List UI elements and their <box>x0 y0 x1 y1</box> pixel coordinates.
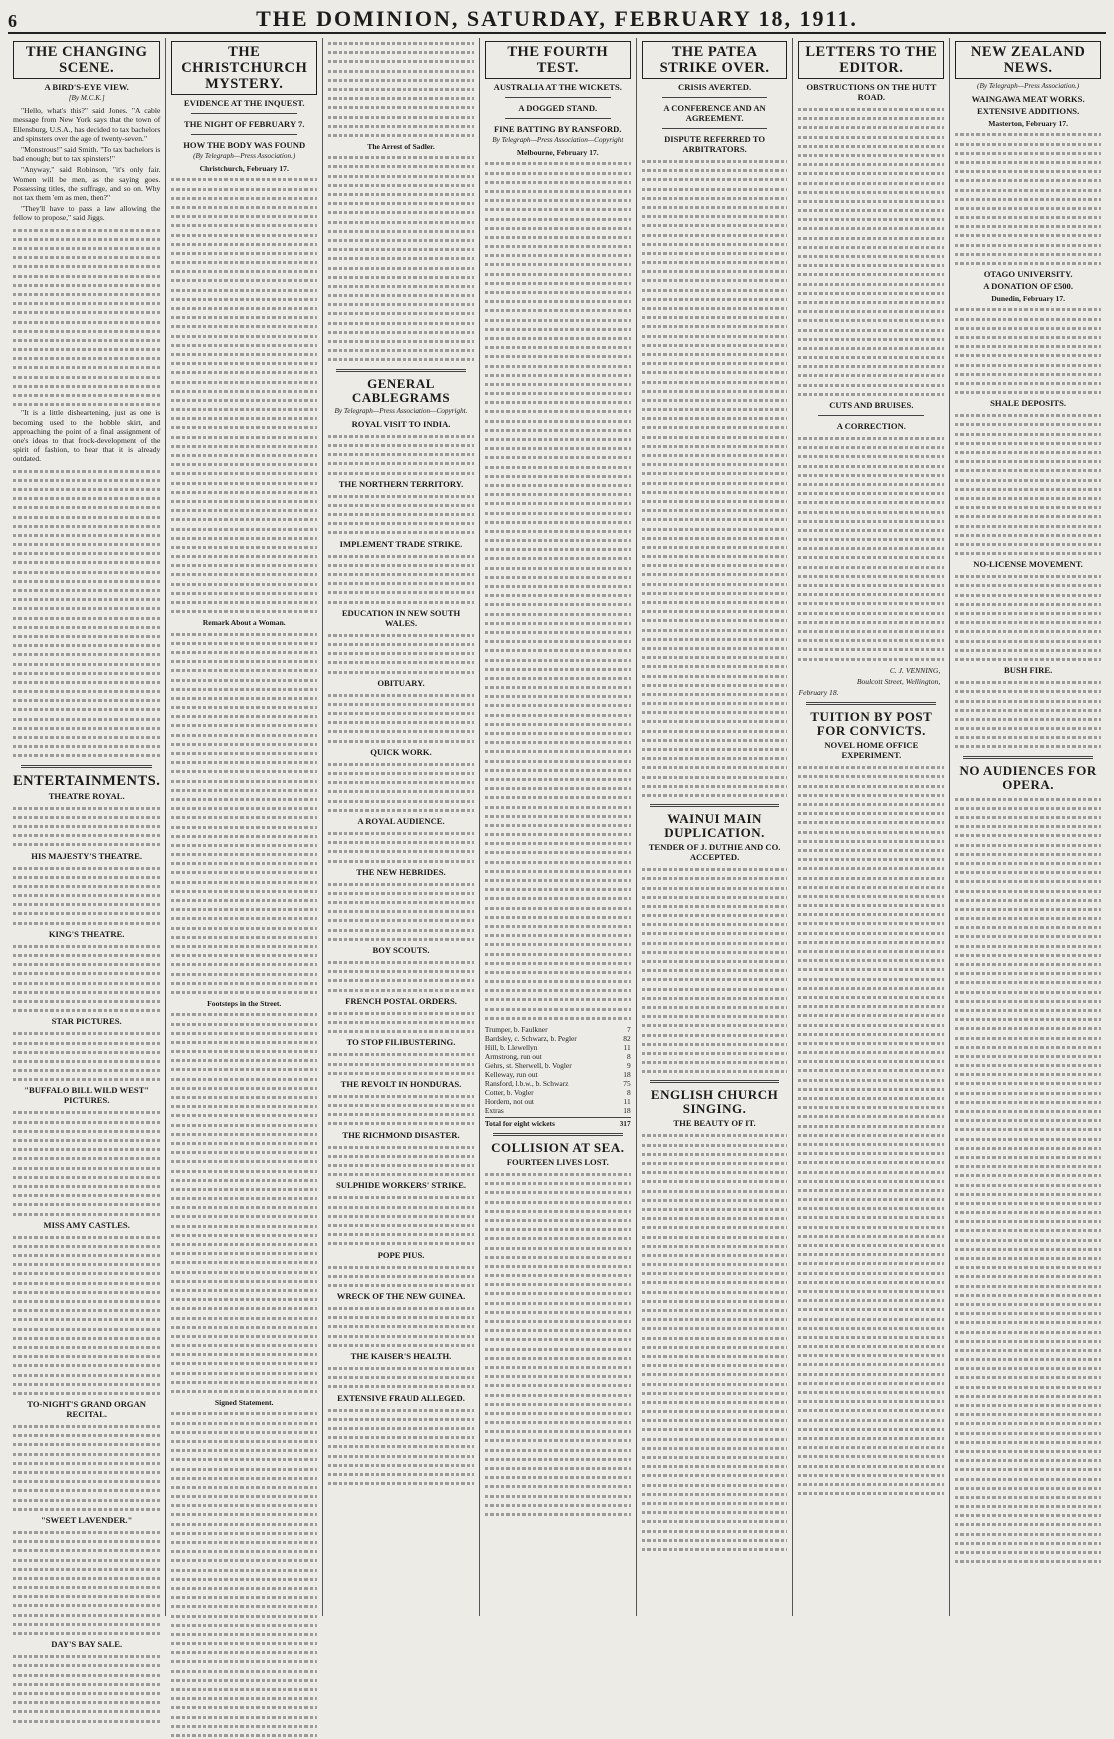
section-heading: COLLISION AT SEA. <box>491 1140 625 1156</box>
paragraph: "They'll have to pass a law allowing the fellow to propose," said Jiggs. <box>13 204 161 223</box>
column-7 <box>950 38 1106 1616</box>
entertainments-heading: ENTERTAINMENTS. <box>13 772 161 789</box>
article-heading: A BIRD'S-EYE VIEW. <box>44 82 129 92</box>
dateline: Melbourne, February 17. <box>516 148 599 158</box>
subheading: HOW THE BODY WAS FOUND <box>183 140 306 150</box>
subheading: CUTS AND BRUISES. <box>829 400 914 410</box>
subheading: FOURTEEN LIVES LOST. <box>506 1157 609 1168</box>
subheading: THE RICHMOND DISASTER. <box>342 1129 460 1140</box>
score-total: Total for eight wickets 317 <box>484 1119 631 1129</box>
subheading: OBITUARY. <box>377 677 425 688</box>
paragraph: "It is a little disheartening, just as one is becoming used to the hobble skirt, and approaching the point of a final assignment of one's ideas to that frock-development of the spirit of fashion, to hear that it is already outdated. <box>13 408 161 464</box>
subheading: AUSTRALIA AT THE WICKETS. <box>493 82 622 92</box>
subheading: THE NIGHT OF FEBRUARY 7. <box>184 119 305 129</box>
subheading: THE NORTHERN TERRITORY. <box>338 478 464 489</box>
subheading: WAINGAWA MEAT WORKS. <box>971 94 1085 105</box>
subheading: The Arrest of Sadler. <box>367 142 435 152</box>
score-row: Gehrs, st. Sherwell, b. Vogler 9 <box>484 1061 631 1071</box>
letter-signature: C. J. VENNING, <box>889 665 941 675</box>
subheading: Signed Statement. <box>214 1398 274 1408</box>
subheading: "SWEET LAVENDER." <box>40 1514 133 1525</box>
subheading: THE BEAUTY OF IT. <box>673 1118 756 1129</box>
subheading: ROYAL VISIT TO INDIA. <box>351 418 451 429</box>
score-row: Ransford, l.b.w., b. Schwarz 75 <box>484 1079 631 1089</box>
subheading: EDUCATION IN NEW SOUTH WALES. <box>341 607 461 628</box>
column-4 <box>480 38 637 1616</box>
subheading: A ROYAL AUDIENCE. <box>357 815 445 826</box>
column-6 <box>793 38 950 1616</box>
dateline: Dunedin, February 17. <box>991 294 1066 304</box>
dateline: Christchurch, February 17. <box>199 164 289 174</box>
section-heading: LETTERS TO THE EDITOR. <box>798 41 944 79</box>
subheading: EXTENSIVE ADDITIONS. <box>977 106 1080 117</box>
dateline: Masterton, February 17. <box>988 119 1068 129</box>
column-2 <box>166 38 323 1616</box>
subheading: EXTENSIVE FRAUD ALLEGED. <box>337 1392 465 1403</box>
subheading: THEATRE ROYAL. <box>48 790 125 801</box>
subheading: FRENCH POSTAL ORDERS. <box>345 995 457 1006</box>
subheading: Remark About a Woman. <box>202 618 286 628</box>
section-heading: WAINUI MAIN DUPLICATION. <box>664 811 765 841</box>
subheading: A DONATION OF £500. <box>983 281 1073 292</box>
subheading: BUSH FIRE. <box>1004 665 1053 676</box>
section-heading: ENGLISH CHURCH SINGING. <box>650 1087 779 1117</box>
section-heading: NO AUDIENCES FOR OPERA. <box>959 762 1097 792</box>
column-3 <box>323 38 480 1616</box>
score-row: Trumper, b. Faulkner 7 <box>484 1025 631 1035</box>
subheading: THE REVOLT IN HONDURAS. <box>340 1078 462 1089</box>
subheading: A DOGGED STAND. <box>518 103 598 113</box>
letter-date: February 18. <box>798 688 839 698</box>
section-heading: THE CHANGING SCENE. <box>13 41 160 79</box>
subheading: TO STOP FILIBUSTERING. <box>346 1037 456 1048</box>
section-heading: TUITION BY POST FOR CONVICTS. <box>810 709 933 739</box>
subheading: POPE PIUS. <box>377 1249 425 1260</box>
score-row: Extras 18 <box>484 1106 631 1116</box>
columns <box>8 38 1106 1650</box>
column-5 <box>637 38 794 1616</box>
score-row: Cotter, b. Vogler 8 <box>484 1088 631 1098</box>
subheading: OTAGO UNIVERSITY. <box>983 269 1073 280</box>
byline: [By M.C.K.] <box>68 94 105 102</box>
subheading: A CORRECTION. <box>836 421 906 431</box>
score-row: Kelleway, run out 18 <box>484 1070 631 1080</box>
subheading: CRISIS AVERTED. <box>678 82 752 92</box>
subheading: KING'S THEATRE. <box>48 928 125 939</box>
subheading: WRECK OF THE NEW GUINEA. <box>336 1291 466 1302</box>
subheading: THE KAISER'S HEALTH. <box>350 1351 452 1362</box>
subheading: HIS MAJESTY'S THEATRE. <box>31 850 143 861</box>
subheading: "BUFFALO BILL WILD WEST" PICTURES. <box>24 1085 150 1106</box>
subheading: BOY SCOUTS. <box>372 945 430 956</box>
subheading: EVIDENCE AT THE INQUEST. <box>183 98 305 108</box>
credit-line: By Telegraph—Press Association—Copyright. <box>334 406 468 415</box>
subheading: STAR PICTURES. <box>51 1016 122 1027</box>
section-heading: THE CHRISTCHURCH MYSTERY. <box>171 41 317 95</box>
paragraph: "Anyway," said Robinson, "it's only fair. Women will be men, as the saying goes. Possessing titles, the suffrage, and so on. Why not tax them 'em as men, then?" <box>13 165 161 203</box>
section-heading: NEW ZEALAND NEWS. <box>955 41 1101 79</box>
subheading: TO-NIGHT'S GRAND ORGAN RECITAL. <box>27 1399 147 1420</box>
paragraph: "Monstrous!" said Smith. "To tax bachelors is bad enough; but to tax spinsters!" <box>13 145 161 164</box>
subheading: IMPLEMENT TRADE STRIKE. <box>339 538 463 549</box>
subheading: Footsteps in the Street. <box>207 999 282 1009</box>
scoreboard <box>485 1025 631 1128</box>
masthead <box>8 6 1106 34</box>
score-row: Bardsley, c. Schwarz, b. Pegler 82 <box>484 1034 631 1044</box>
subheading: QUICK WORK. <box>370 746 432 757</box>
score-row: Hordern, not out 11 <box>484 1097 631 1107</box>
subheading: NOVEL HOME OFFICE EXPERIMENT. <box>824 740 919 761</box>
column-1 <box>8 38 166 1650</box>
subheading: FINE BATTING BY RANSFORD. <box>494 124 622 134</box>
subheading: SULPHIDE WORKERS' STRIKE. <box>336 1180 466 1191</box>
page-number: 6 <box>8 11 17 31</box>
subheading: OBSTRUCTIONS ON THE HUTT ROAD. <box>806 82 937 102</box>
subheading: THE NEW HEBRIDES. <box>356 866 446 877</box>
subheading: DISPUTE REFERRED TO ARBITRATORS. <box>664 134 766 154</box>
subheading: MISS AMY CASTLES. <box>43 1219 130 1230</box>
subheading: SHALE DEPOSITS. <box>990 398 1067 409</box>
letter-address: Boulcott Street, Wellington, <box>856 676 941 686</box>
section-heading: GENERAL CABLEGRAMS <box>351 375 451 405</box>
subheading: TENDER OF J. DUTHIE AND CO. ACCEPTED. <box>648 842 781 863</box>
subheading: A CONFERENCE AND AN AGREEMENT. <box>663 103 766 123</box>
subheading: DAY'S BAY SALE. <box>51 1639 123 1650</box>
credit-line: By Telegraph—Press Association—Copyright <box>492 136 624 144</box>
section-heading: THE FOURTH TEST. <box>485 41 631 79</box>
paragraph: "Hello, what's this?" said Jones. "A cable message from New York says that the town of Ellensburg, U.S.A., has decided to tax bachelors and spinsters over the age of twenty-seven." <box>13 106 161 143</box>
newspaper-title: THE DOMINION, SATURDAY, FEBRUARY 18, 1911. <box>256 6 858 31</box>
score-row: Hill, b. Llewellyn 11 <box>484 1043 631 1053</box>
credit-line: (By Telegraph—Press Association.) <box>977 82 1080 90</box>
score-row: Armstrong, run out 8 <box>484 1052 631 1062</box>
section-heading: THE PATEA STRIKE OVER. <box>642 41 788 79</box>
credit-line: (By Telegraph—Press Association.) <box>193 152 296 160</box>
subheading: NO-LICENSE MOVEMENT. <box>973 559 1083 570</box>
